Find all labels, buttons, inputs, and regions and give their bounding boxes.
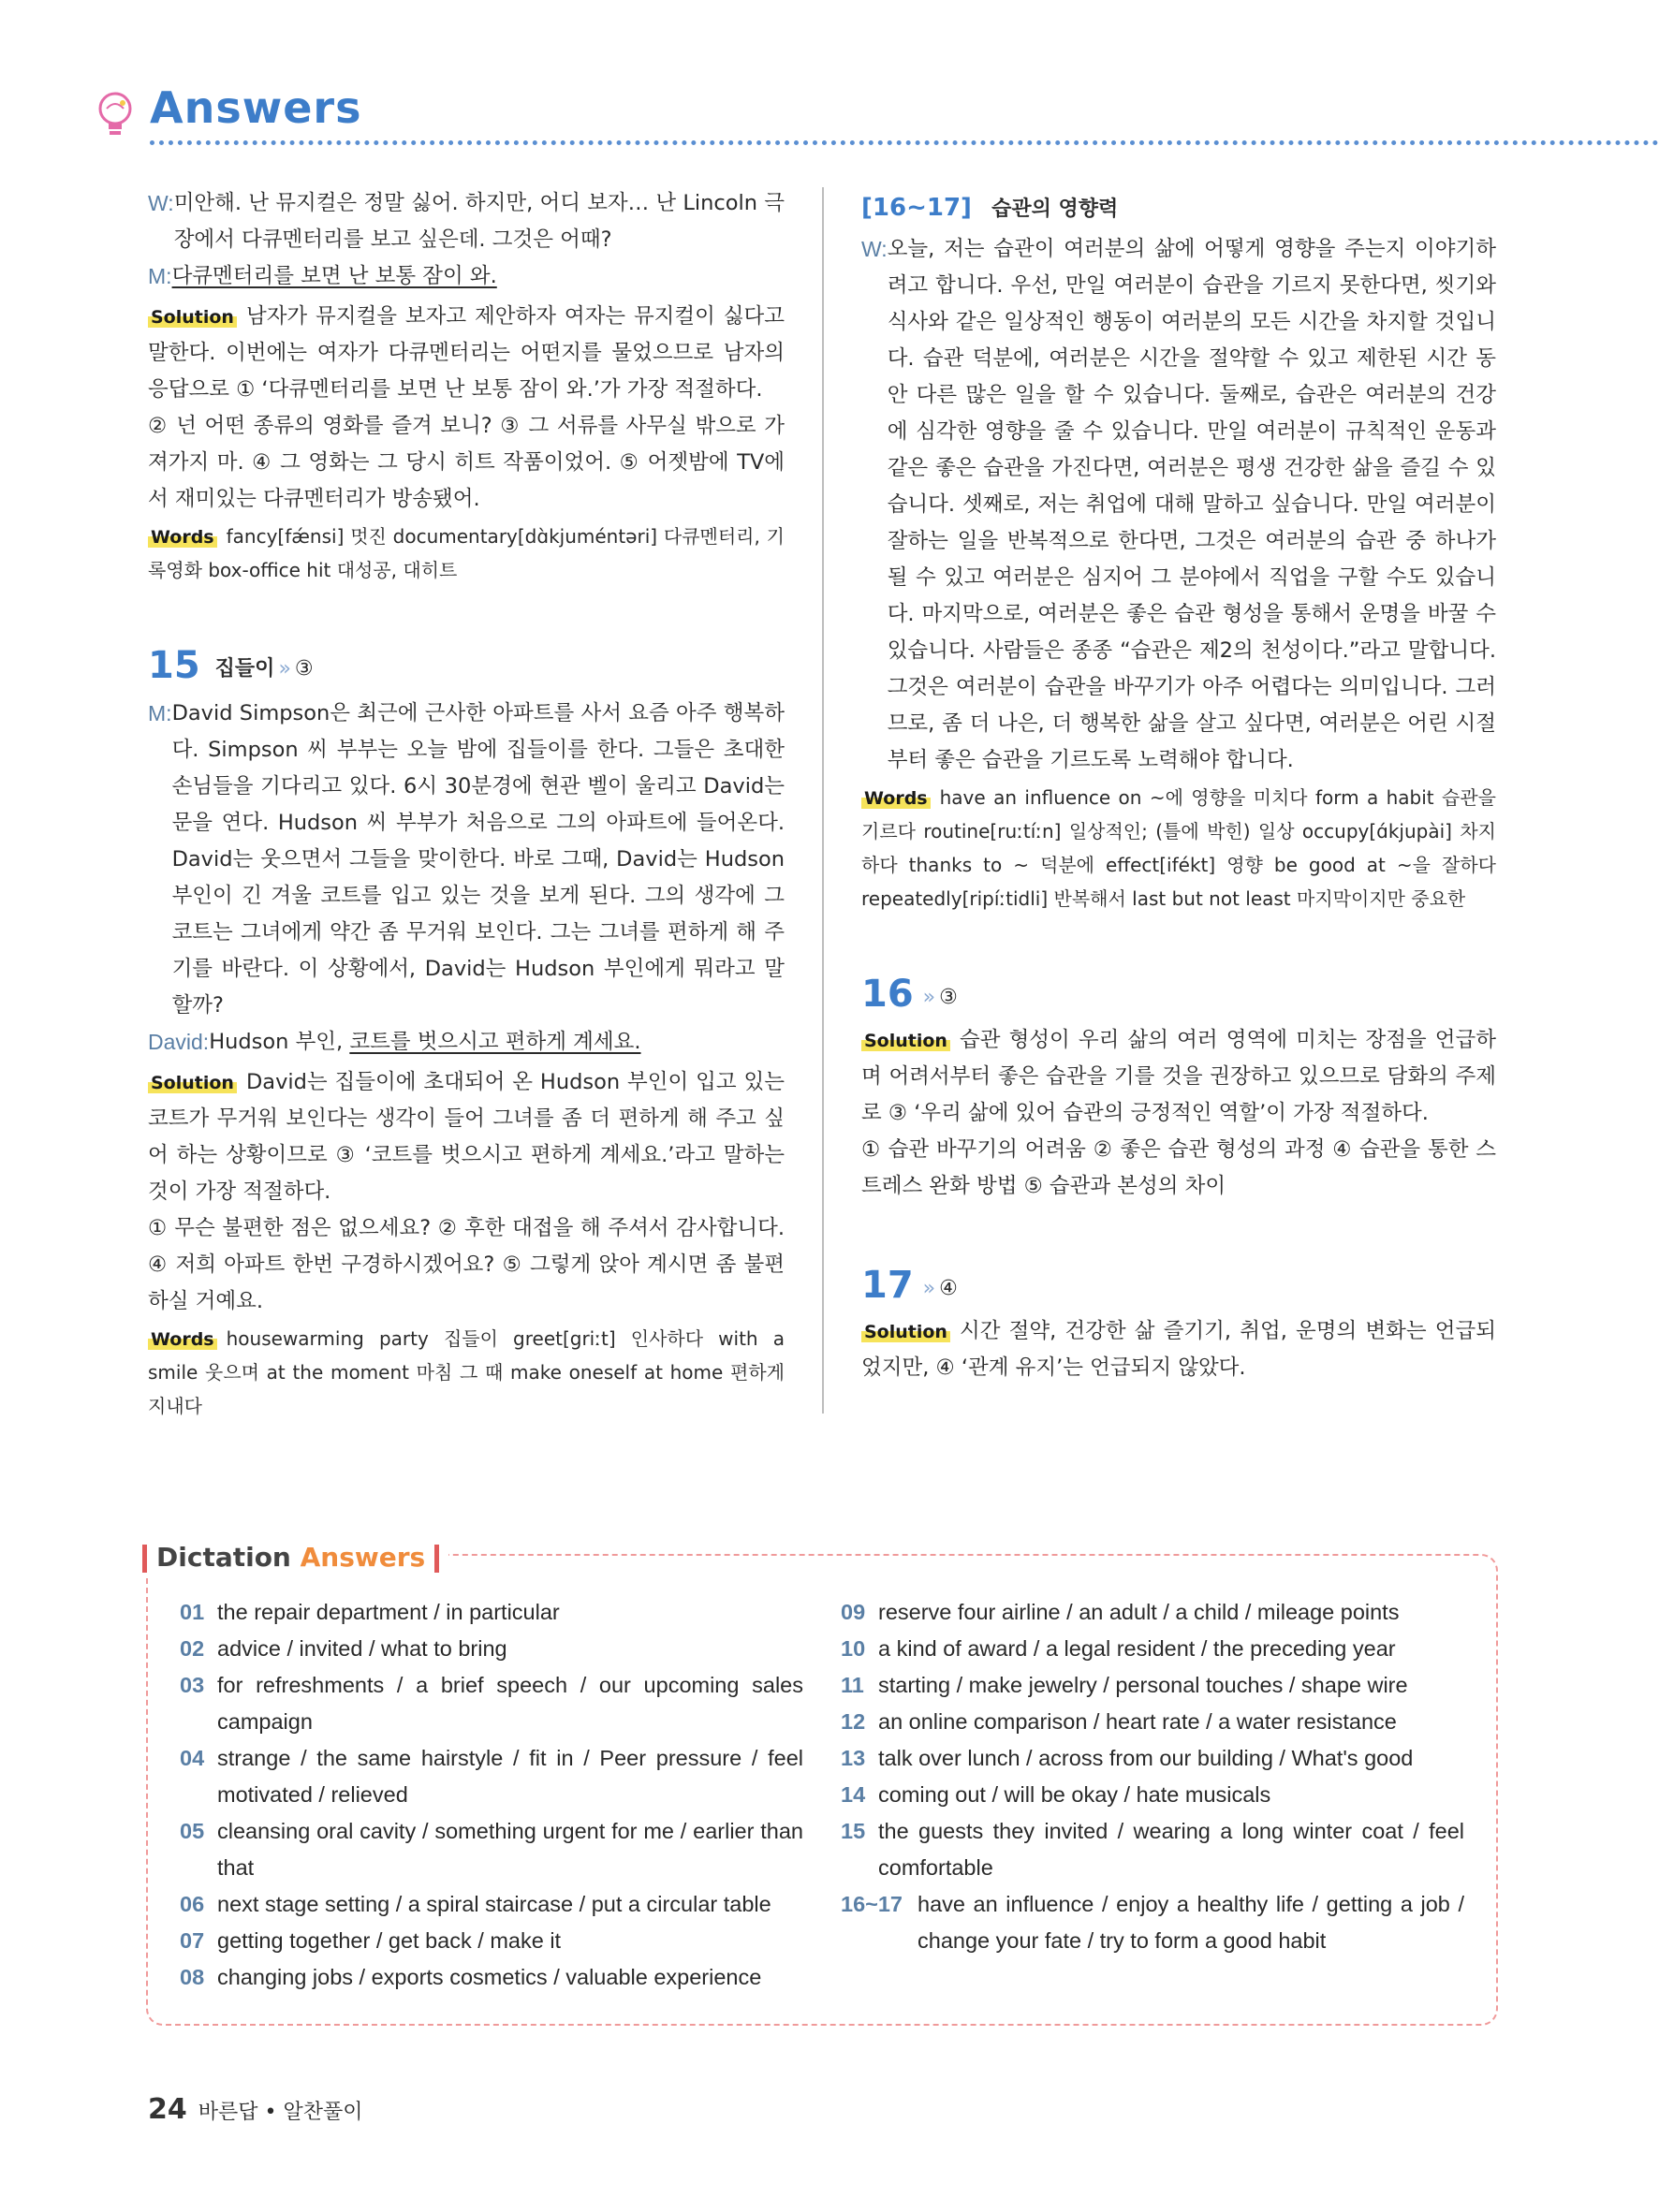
dialog-line [148, 696, 785, 1024]
item-text: next stage setting / a spiral staircase / put a circular table [217, 1892, 771, 1916]
solution-tag: Solution [861, 1322, 950, 1342]
list-item [841, 1631, 1464, 1667]
list-item [180, 1594, 803, 1631]
item-text: the guests they invited / wearing a long winter coat / feel comfortable [878, 1819, 1464, 1880]
dictation-heading [142, 1541, 448, 1575]
section-answer: ④ [939, 1277, 958, 1300]
speaker-label: M: [148, 264, 172, 288]
item-text: advice / invited / what to bring [217, 1636, 507, 1661]
lightbulb-icon [94, 90, 137, 142]
list-item [841, 1594, 1464, 1631]
dialog-text: 다큐멘터리를 보면 난 보통 잠이 와. [171, 264, 497, 288]
dialog-text: David Simpson은 최근에 근사한 아파트를 사서 요즘 아주 행복하다. Simpson 씨 부부는 오늘 밤에 집들이를 한다. 그들은 초대한 손님들을 기다리고 있다. 6시 30분경에 현관 벨이 울리고 David는 문을 연다. Hudson 씨 부부가 처음으로 그의 아파트에 들어온다. David는 웃으면서 그들을 맞이한다. 바로 그때, David는 Hudson 부인이 긴 겨울 코트를 입고 있는 것을 보게 된다. 그의 생각에 그 코트는 그녀에게 약간 좀 무거워 보인다. 그는 그녀를 편하게 해 주기를 바란다. 이 상황에서, David는 Hudson 부인에게 뭐라고 말할까? [171, 701, 785, 1018]
section-15-heading [148, 645, 785, 686]
item-text: the repair department / in particular [217, 1600, 560, 1624]
item-text: starting / make jewelry / personal touches / shape wire [878, 1673, 1408, 1697]
footer-label: 바른답 • 알찬풀이 [198, 2101, 363, 2124]
item-text: changing jobs / exports cosmetics / valuable experience [217, 1965, 762, 1989]
section-17-heading [861, 1265, 1496, 1306]
page-number: 24 [148, 2093, 187, 2126]
item-number: 07 [180, 1928, 205, 1953]
item-number: 16~17 [841, 1892, 903, 1916]
item-number: 04 [180, 1746, 205, 1770]
dialog-line [148, 185, 785, 258]
list-item [841, 1740, 1464, 1777]
heading-bar-icon [434, 1545, 439, 1573]
list-item [180, 1667, 803, 1740]
item-number: 03 [180, 1673, 205, 1697]
dialog-text: 미안해. 난 뮤지컬은 정말 싫어. 하지만, 어디 보자… 난 Lincoln 극장에서 다큐멘터리를 보고 싶은데. 그것은 어때? [173, 191, 785, 252]
item-text: reserve four airline / an adult / a child / mileage points [878, 1600, 1400, 1624]
dialog-line [148, 1024, 785, 1061]
list-item [180, 1631, 803, 1667]
words-paragraph [148, 520, 785, 587]
item-text: strange / the same hairstyle / fit in / Peer pressure / feel motivated / relieved [217, 1746, 803, 1807]
words-tag: Words [148, 527, 217, 548]
item-number: 14 [841, 1782, 866, 1807]
section-number: 17 [861, 1264, 914, 1307]
item-number: 13 [841, 1746, 866, 1770]
list-item [180, 1923, 803, 1959]
item-text: an online comparison / heart rate / a water resistance [878, 1709, 1397, 1734]
dictation-right-list [841, 1594, 1464, 1959]
item-number: 12 [841, 1709, 866, 1734]
item-number: 09 [841, 1600, 866, 1624]
list-item [180, 1886, 803, 1923]
list-item [841, 1886, 1464, 1959]
solution-tag: Solution [148, 1073, 237, 1093]
item-number: 15 [841, 1819, 866, 1843]
item-number: 05 [180, 1819, 205, 1843]
solution-options: ① 습관 바꾸기의 어려움 ② 좋은 습관 형성의 과정 ④ 습관을 통한 스트레스 완화 방법 ⑤ 습관과 본성의 차이 [861, 1137, 1496, 1198]
page-title: Answers [150, 82, 362, 133]
solution-options: ② 넌 어떤 종류의 영화를 즐겨 보니? ③ 그 서류를 사무실 밖으로 가져가지 마. ④ 그 영화는 그 당시 히트 작품이었어. ⑤ 어젯밤에 TV에서 재미있는 다큐멘터리가 방송됐어. [148, 414, 785, 511]
solution-text: 시간 절약, 건강한 삶 즐기기, 취업, 운명의 변화는 언급되었지만, ④ ‘관계 유지’는 언급되지 않았다. [861, 1319, 1496, 1380]
list-item [841, 1667, 1464, 1704]
solution-text: 습관 형성이 우리 삶의 여러 영역에 미치는 장점을 언급하며 어려서부터 좋은 습관을 기를 것을 권장하고 있으므로 담화의 주제로 ③ ‘우리 삶에 있어 습관의 긍정적인 역할’이 가장 적절하다. [861, 1028, 1496, 1125]
section-answer: ③ [294, 657, 314, 681]
page-header [94, 82, 1659, 148]
item-text: talk over lunch / across from our building / What's good [878, 1746, 1414, 1770]
column-divider [822, 187, 824, 1414]
list-item [841, 1777, 1464, 1813]
speaker-label: David: [148, 1030, 210, 1054]
section-16-17-heading [861, 190, 1496, 227]
dialog-text-underlined: 코트를 벗으시고 편하게 계세요. [349, 1030, 641, 1054]
dictation-left-list [180, 1594, 803, 1996]
solution-paragraph [148, 1064, 785, 1210]
speaker-label: M: [148, 701, 172, 725]
section-title: 습관의 영향력 [991, 198, 1119, 221]
section-number: [16~17] [861, 194, 972, 222]
words-tag: Words [861, 788, 931, 809]
solution-paragraph [861, 1313, 1496, 1386]
item-number: 02 [180, 1636, 205, 1661]
double-arrow-icon: » [922, 986, 936, 1009]
page-footer [148, 2093, 362, 2126]
solution-text: David는 집들이에 초대되어 온 Hudson 부인이 입고 있는 코트가 무거워 보인다는 생각이 들어 그녀를 좀 더 편하게 해 주고 싶어 하는 상황이므로 ③ ‘코트를 벗으시고 편하게 계세요.’라고 말하는 것이 가장 적절하다. [148, 1070, 785, 1204]
solution-options: ① 무슨 불편한 점은 없으세요? ② 후한 대접을 해 주셔서 감사합니다. ④ 저희 아파트 한번 구경하시겠어요? ⑤ 그렇게 앉아 계시면 좀 불편하실 거예요. [148, 1216, 785, 1313]
item-text: for refreshments / a brief speech / our upcoming sales campaign [217, 1673, 803, 1734]
double-arrow-icon: » [922, 1277, 936, 1300]
list-item [841, 1704, 1464, 1740]
list-item [180, 1740, 803, 1813]
solution-text: 남자가 뮤지컬을 보자고 제안하자 여자는 뮤지컬이 싫다고 말한다. 이번에는 여자가 다큐멘터리는 어떤지를 물었으므로 남자의 응답으로 ① ‘다큐멘터리를 보면 난 보통 잠이 와.’가 가장 적절하다. [148, 304, 785, 402]
words-text: have an influence on ~에 영향을 미치다 form a habit 습관을 기르다 routine[ruːtíːn] 일상적인; (틀에 박힌) 일상 occupy[ɑ́kjupài] 차지하다 thanks to ~ 덕분에 effect[ifékt] 영향 be good at ~을 잘하다 repeatedly[ripíːtidli] 반복해서 last but not least 마지막이지만 중요한 [861, 786, 1496, 910]
section-16-heading [861, 974, 1496, 1015]
item-text: coming out / will be okay / hate musicals [878, 1782, 1271, 1807]
dictation-title-word2: Answers [300, 1542, 426, 1573]
dialog-line [861, 231, 1496, 779]
item-number: 11 [841, 1673, 864, 1697]
words-paragraph [148, 1322, 785, 1423]
item-text: a kind of award / a legal resident / the preceding year [878, 1636, 1396, 1661]
section-title: 집들이 [214, 657, 275, 681]
right-column [861, 190, 1496, 1386]
solution-paragraph [861, 1022, 1496, 1132]
solution-paragraph [148, 299, 785, 408]
item-number: 01 [180, 1600, 205, 1624]
item-number: 08 [180, 1965, 205, 1989]
item-number: 06 [180, 1892, 205, 1916]
solution-tag: Solution [861, 1031, 950, 1051]
double-arrow-icon: » [278, 657, 291, 681]
words-text: fancy[fǽnsi] 멋진 documentary[dɑ̀kjuméntəri] 다큐멘터리, 기록영화 box-office hit 대성공, 대히트 [148, 525, 785, 581]
item-number: 10 [841, 1636, 866, 1661]
speaker-label: W: [861, 237, 888, 261]
section-answer: ③ [939, 986, 958, 1009]
dialog-text-plain: Hudson 부인, [209, 1030, 350, 1054]
dialog-text [209, 1024, 785, 1061]
words-text: housewarming party 집들이 greet[griːt] 인사하다 with a smile 웃으며 at the moment 마침 그 때 make oneself at home 편하게 지내다 [148, 1327, 785, 1417]
dialog-text: 오늘, 저는 습관이 여러분의 삶에 어떻게 영향을 주는지 이야기하려고 합니다. 우선, 만일 여러분이 습관을 기르지 못한다면, 씻기와 식사와 같은 일상적인 행동이 여러분의 모든 시간을 차지할 것입니다. 습관 덕분에, 여러분은 시간을 절약할 수 있고 제한된 시간 동안 다른 많은 일을 할 수 있습니다. 둘째로, 습관은 여러분의 건강에 심각한 영향을 줄 수 있습니다. 만일 여러분이 규칙적인 운동과 같은 좋은 습관을 가진다면, 여러분은 평생 건강한 삶을 즐길 수 있습니다. 셋째로, 저는 취업에 대해 말하고 싶습니다. 만일 여러분이 잘하는 일을 반복적으로 한다면, 그것은 여러분의 습관 중 하나가 될 수 있고 여러분은 심지어 그 분야에서 직업을 구할 수도 있습니다. 마지막으로, 여러분은 좋은 습관 형성을 통해서 운명을 바꿀 수 있습니다. 사람들은 종종 “습관은 제2의 천성이다.”라고 말합니다. 그것은 여러분이 습관을 바꾸기가 아주 어렵다는 의미입니다. 그러므로, 좀 더 나은, 더 행복한 삶을 살고 싶다면, 여러분은 어린 시절부터 좋은 습관을 기르도록 노력해야 합니다. [887, 237, 1496, 772]
left-column [148, 185, 785, 1423]
words-tag: Words [148, 1329, 217, 1350]
dictation-title-word1: Dictation [156, 1542, 291, 1573]
speaker-label: W: [148, 191, 174, 215]
section-number: 15 [148, 644, 200, 687]
dialog-line [148, 258, 785, 295]
list-item [180, 1813, 803, 1886]
solution-tag: Solution [148, 307, 237, 328]
section-number: 16 [861, 973, 914, 1016]
heading-bar-icon [142, 1545, 147, 1573]
item-text: have an influence / enjoy a healthy life / getting a job / change your fate / try to form a good habit [918, 1892, 1464, 1953]
list-item [841, 1813, 1464, 1886]
header-dotted-rule [150, 140, 1659, 145]
list-item [180, 1959, 803, 1996]
item-text: cleansing oral cavity / something urgent for me / earlier than that [217, 1819, 803, 1880]
words-paragraph [861, 781, 1496, 916]
item-text: getting together / get back / make it [217, 1928, 562, 1953]
